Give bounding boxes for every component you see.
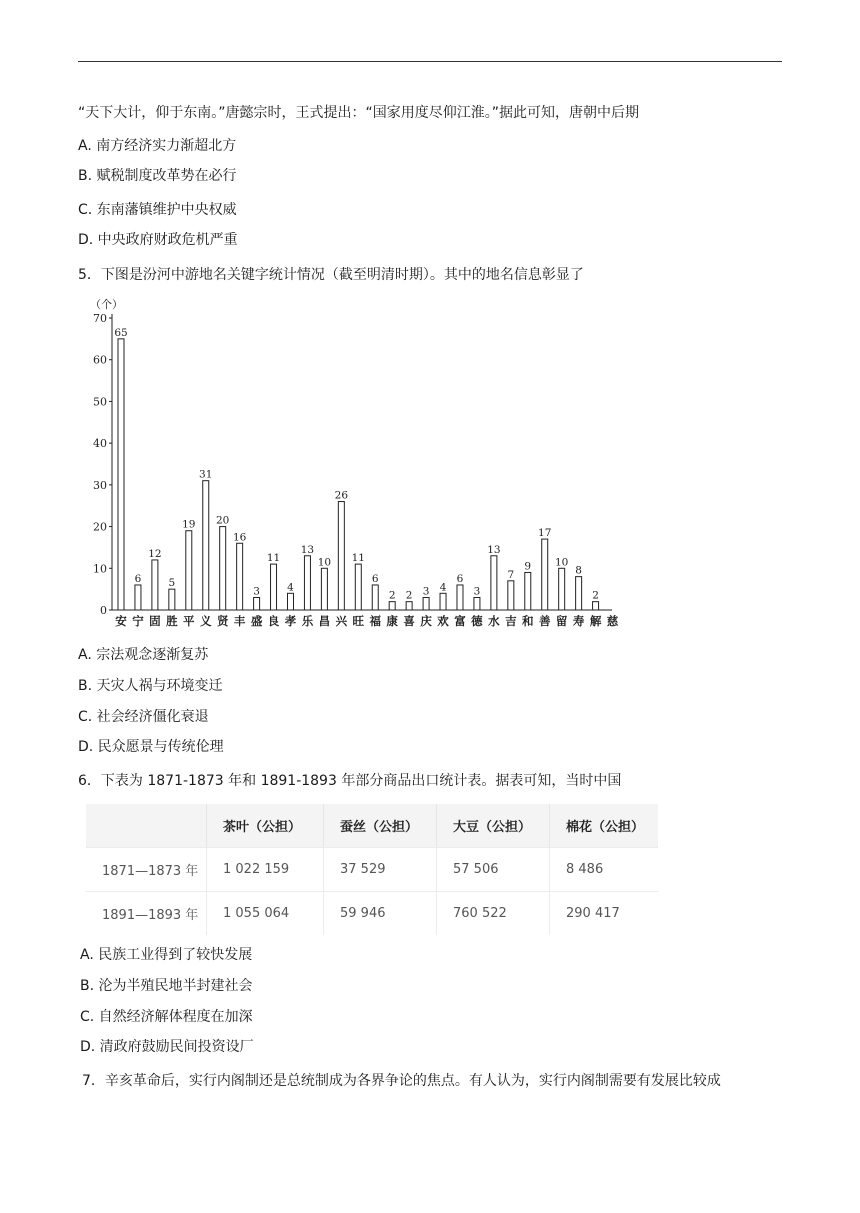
- data-label: 16: [232, 531, 247, 544]
- x-tick-label: 善: [538, 614, 551, 628]
- data-label: 26: [334, 489, 349, 502]
- y-tick-label: 20: [93, 520, 107, 534]
- q4-stem: “天下大计，仰于东南。”唐懿宗时，王式提出：“国家用度尽仰江淮。”据此可知，唐朝中后期: [78, 105, 640, 121]
- x-tick-label: 庆: [420, 614, 432, 628]
- bar: [576, 577, 582, 610]
- table-header-cell: 茶叶（公担）: [207, 804, 324, 848]
- bar: [508, 581, 514, 610]
- data-label: 6: [371, 572, 379, 585]
- table-cell: 1 055 064: [207, 892, 324, 936]
- q6-option-b[interactable]: B. 沦为半殖民地半封建社会: [80, 978, 253, 994]
- bar: [135, 585, 141, 610]
- x-tick-label: 康: [386, 614, 398, 628]
- q6-option-a[interactable]: A. 民族工业得到了较快发展: [80, 947, 253, 963]
- x-tick-label: 宁: [132, 614, 144, 628]
- x-tick-label: 贤: [216, 614, 229, 628]
- data-label: 10: [554, 556, 569, 569]
- q6-stem: 6．下表为 1871-1873 年和 1891-1893 年部分商品出口统计表。据表可知，当时中国: [78, 773, 622, 789]
- data-label: 20: [216, 514, 230, 527]
- data-label: 3: [473, 585, 481, 598]
- x-tick-label: 丰: [233, 614, 246, 628]
- x-tick-label: 留: [555, 614, 568, 628]
- table-cell: 760 522: [437, 892, 550, 936]
- q5-option-c[interactable]: C. 社会经济僵化衰退: [78, 709, 209, 725]
- data-label: 7: [507, 568, 515, 581]
- x-tick-label: 德: [471, 614, 483, 628]
- bar: [457, 585, 463, 610]
- bar: [542, 539, 548, 610]
- y-tick-label: 70: [93, 312, 107, 325]
- x-tick-label: 慈: [606, 614, 619, 628]
- table-cell: 1 022 159: [207, 848, 324, 892]
- y-tick-label: 0: [100, 604, 107, 617]
- bar: [406, 602, 412, 610]
- bar: [491, 556, 497, 610]
- data-label: 6: [134, 572, 142, 585]
- q5-option-b[interactable]: B. 天灾人祸与环境变迁: [78, 678, 223, 694]
- data-label: 11: [351, 552, 365, 565]
- bar: [338, 502, 344, 610]
- x-tick-label: 盛: [250, 614, 263, 628]
- export-table: [86, 804, 658, 935]
- bar: [186, 531, 192, 610]
- table-cell: 59 946: [324, 892, 437, 936]
- data-label: 9: [524, 560, 532, 573]
- x-tick-label: 乐: [301, 614, 314, 628]
- x-tick-label: 福: [369, 614, 381, 628]
- q5-option-a[interactable]: A. 宗法观念逐渐复苏: [78, 647, 209, 663]
- bar: [355, 564, 361, 610]
- q7-stem: 7．辛亥革命后，实行内阁制还是总统制成为各界争论的焦点。有人认为，实行内阁制需要有发展比较成: [82, 1073, 721, 1089]
- q6-option-c[interactable]: C. 自然经济解体程度在加深: [80, 1009, 253, 1025]
- x-tick-label: 和: [522, 614, 534, 628]
- bar: [271, 564, 277, 610]
- x-tick-label: 富: [454, 614, 466, 628]
- data-label: 2: [592, 589, 599, 602]
- bar: [474, 597, 480, 610]
- bar: [237, 543, 243, 610]
- y-tick-label: 40: [93, 437, 107, 451]
- table-row: [86, 892, 658, 936]
- data-label: 13: [487, 543, 501, 556]
- data-label: 2: [405, 589, 413, 602]
- table-header-cell: [86, 804, 207, 848]
- q5-stem: 5．下图是汾河中游地名关键字统计情况（截至明清时期）。其中的地名信息彰显了: [78, 267, 584, 283]
- bar: [440, 593, 446, 610]
- table-cell: 290 417: [566, 906, 620, 921]
- bar: [254, 597, 260, 610]
- q4-option-a[interactable]: A. 南方经济实力渐超北方: [78, 138, 237, 154]
- data-label: 8: [575, 564, 582, 577]
- x-tick-label: 固: [149, 614, 161, 628]
- q4-option-b[interactable]: B. 赋税制度改革势在必行: [78, 168, 237, 184]
- bar: [321, 568, 327, 610]
- data-label: 6: [456, 572, 464, 585]
- y-tick-label: 30: [93, 478, 107, 492]
- bar: [169, 589, 175, 610]
- q6-option-d[interactable]: D. 清政府鼓励民间投资设厂: [80, 1039, 254, 1055]
- bar: [525, 572, 531, 610]
- bar: [118, 339, 124, 610]
- bar: [203, 481, 209, 610]
- data-label: 11: [266, 552, 281, 565]
- bar: [423, 597, 429, 610]
- data-label: 4: [439, 581, 447, 594]
- bar: [152, 560, 158, 610]
- bar: [593, 602, 599, 610]
- y-tick-label: 60: [93, 353, 107, 367]
- bar: [220, 527, 226, 610]
- q5-option-d[interactable]: D. 民众愿景与传统伦理: [78, 739, 224, 755]
- table-cell: 1871—1873 年: [86, 848, 207, 892]
- data-label: 3: [422, 585, 430, 598]
- bar: [287, 593, 293, 610]
- x-tick-label: 水: [488, 614, 500, 628]
- table-header-row: [86, 804, 658, 848]
- bar: [559, 568, 565, 610]
- x-tick-label: 兴: [335, 614, 348, 628]
- header-rule: [78, 61, 782, 62]
- data-label: 10: [317, 556, 332, 569]
- data-label: 31: [199, 468, 213, 481]
- bar: [372, 585, 378, 610]
- x-tick-label: 欢: [437, 614, 449, 628]
- table-row: [86, 848, 658, 892]
- x-tick-label: 解: [589, 614, 602, 628]
- x-tick-label: 喜: [403, 614, 415, 628]
- x-tick-label: 义: [199, 614, 212, 628]
- x-tick-label: 旺: [352, 614, 365, 628]
- q4-option-c[interactable]: C. 东南藩镇维护中央权威: [78, 202, 237, 218]
- x-tick-label: 孝: [284, 614, 297, 628]
- table-cell: 8 486: [550, 848, 659, 892]
- table-cell: 57 506: [437, 848, 550, 892]
- x-tick-label: 吉: [505, 614, 517, 628]
- table-cell: 1891—1893 年: [86, 892, 207, 936]
- data-label: 13: [300, 543, 315, 556]
- data-label: 19: [182, 518, 196, 531]
- y-unit-label: （个）: [90, 298, 123, 311]
- table-header-cell: 蚕丝（公担）: [324, 804, 437, 848]
- x-tick-label: 安: [115, 614, 127, 628]
- place-name-bar-chart: [90, 296, 630, 636]
- data-label: 65: [114, 326, 128, 339]
- x-tick-label: 昌: [318, 614, 331, 628]
- x-tick-label: 平: [183, 614, 195, 628]
- x-tick-label: 寿: [572, 614, 585, 628]
- data-label: 17: [538, 527, 552, 540]
- data-label: 5: [168, 577, 176, 590]
- y-tick-label: 50: [93, 395, 107, 409]
- bar: [389, 602, 395, 610]
- table-cell: 37 529: [324, 848, 437, 892]
- q4-option-d[interactable]: D. 中央政府财政危机严重: [78, 232, 238, 248]
- y-tick-label: 10: [93, 562, 107, 576]
- table-header-cell: 大豆（公担）: [437, 804, 550, 848]
- x-tick-label: 良: [267, 614, 280, 628]
- bar: [304, 556, 310, 610]
- data-label: 2: [388, 589, 396, 602]
- data-label: 12: [148, 547, 162, 560]
- data-label: 4: [287, 581, 294, 594]
- x-tick-label: 胜: [166, 614, 178, 628]
- table-header-cell: 棉花（公担）: [550, 804, 659, 848]
- data-label: 3: [253, 585, 260, 598]
